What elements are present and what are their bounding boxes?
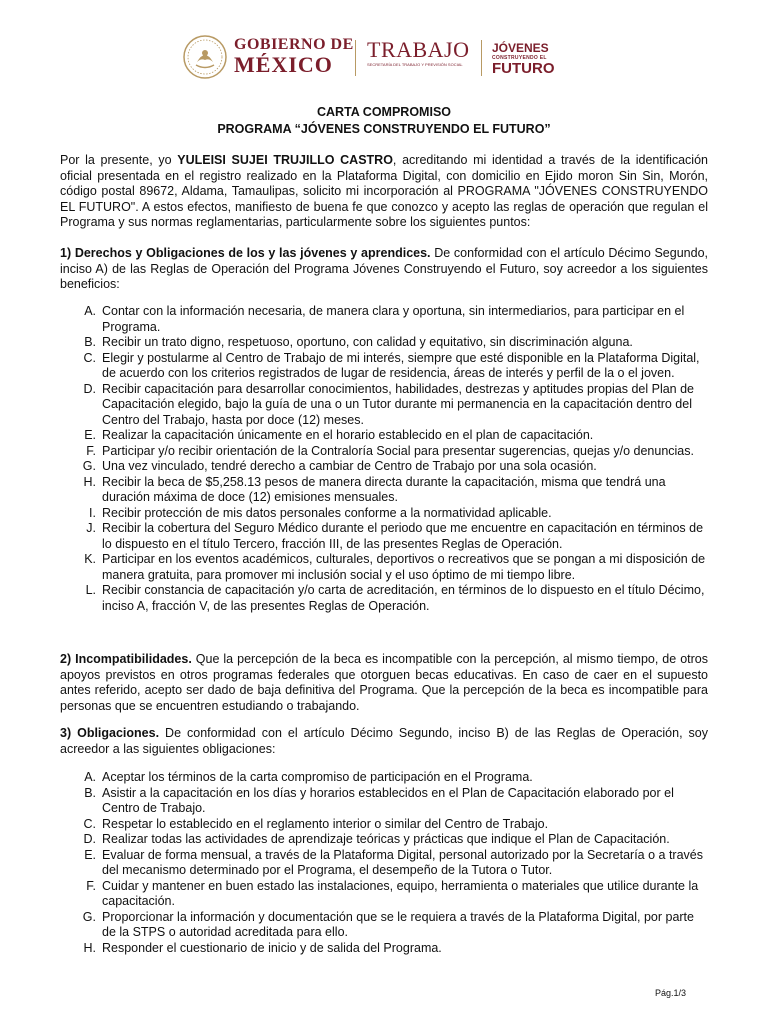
list-item-text: Recibir la cobertura del Seguro Médico durante el periodo que me encuentre en capacitación en términos de lo dispuesto en el título Tercero, fracción III, de las presentes Reglas de Operación. [102,521,704,551]
list-item-text: Respetar lo establecido en el reglamento interior o similar del Centro de Trabajo. [102,816,549,831]
list-item-letter: C. [83,816,96,831]
list-item-text: Recibir la beca de $5,258.13 pesos de manera directa durante la capacitación, misma que tendrá una duración máxima de doce (12) emisiones mensuales. [102,474,666,504]
list-item-letter: G. [82,909,96,924]
list-item-text: Proporcionar la información y documentación que se le requiera a través de la Plataforma Digital, por parte de la STPS o autoridad acreditada para ello. [102,909,694,939]
list-item [60,459,708,475]
list-item-text: Cuidar y mantener en buen estado las instalaciones, equipo, herramienta o materiales que utilice durante la capacitación. [102,878,699,908]
obligations-list [60,770,708,956]
intro-text: , acreditando mi identidad a través de la identificación oficial presentada en el registro realizado en la Plataforma Digital, con domicilio en Ejido moron Sin Sin, Morón, código postal 89672, Aldama, Tamaulipas, solicito mi incorporación al PROGRAMA "JÓVENES CONSTRUYENDO EL FUTURO". A estos efectos, manifiesto de buena fe que conozco y acepto las reglas de operación que regulan el Programa y sus normas reglamentarias, particularmente sobre los siguientes puntos: [60,153,708,229]
list-item-text: Contar con la información necesaria, de manera clara y oportuna, sin intermediarios, para participar en el Programa. [102,304,685,334]
participant-name: YULEISI SUJEI TRUJILLO CASTRO [177,153,393,167]
list-item-letter: E. [84,847,96,862]
jcf-line1: JÓVENES [492,41,549,55]
list-item [60,351,708,382]
list-item-letter: F. [86,878,96,893]
list-item-text: Realizar todas las actividades de aprendizaje teóricas y prácticas que indique el Plan de Capacitación. [102,832,670,846]
list-item [60,304,708,335]
list-item-letter: E. [84,428,96,442]
rights-list [60,304,708,614]
list-item-text: Una vez vinculado, tendré derecho a cambiar de Centro de Trabajo por una sola ocasión. [102,459,597,473]
national-seal-icon [182,34,228,80]
list-item [60,941,708,957]
list-item-letter: D. [83,832,96,846]
letterhead [0,32,768,84]
list-item-letter: J. [86,521,96,535]
list-item-letter: G. [82,459,96,473]
jcf-line3: FUTURO [492,60,555,77]
list-item [60,475,708,506]
list-item-letter: K. [84,552,96,566]
list-item [60,444,708,460]
list-item-text: Realizar la capacitación únicamente en el horario establecido en el plan de capacitación. [102,428,594,442]
list-item [60,786,708,817]
gob-line2: MÉXICO [234,52,333,77]
list-item-letter: F. [86,443,96,458]
list-item [60,583,708,614]
list-item-text: Recibir protección de mis datos personales conforme a la normatividad aplicable. [102,505,552,520]
list-item-letter: L. [85,583,96,597]
document-title: CARTA COMPROMISO [316,105,452,119]
list-item-text: Elegir y postularme al Centro de Trabajo de mi interés, siempre que esté disponible en la Plataforma Digital, de acuerdo con los criterios registrados de lugar de residencia, áreas de interés y perfil de la o el joven. [102,350,700,380]
list-item-letter: H. [83,940,96,955]
section1-heading: 1) Derechos y Obligaciones de los y las jóvenes y aprendices. [60,246,431,260]
intro-prefix: Por la presente, yo [60,153,178,167]
list-item-text: Participar en los eventos académicos, culturales, deportivos o recreativos que se pongan a mi disposición de manera gratuita, para promover mi inclusión social y el uso óptimo de mi tiempo libre. [102,552,706,582]
list-item-letter: A. [84,770,96,784]
list-item [60,335,708,351]
section3-heading: 3) Obligaciones. [60,726,160,740]
section1-text: De conformidad con el artículo Décimo Segundo, inciso A) de las Reglas de Operación del Programa Jóvenes Construyendo el Futuro, soy acreedor a los siguientes beneficios: [60,246,708,291]
jovenes-construyendo-logo [492,42,555,76]
section2-text: Que la percepción de la beca es incompatible con la percepción, al mismo tiempo, de otros apoyos previstos en otros programas federales que otorguen becas educativas. En caso de caer en el supuesto antes referido, acepto ser dado de baja definitiva del Programa. Que la percepción de la beca es incompatible para personas que se encuentren estudiando o trabajando. [60,652,708,713]
list-item [60,521,708,552]
section2-paragraph [60,652,708,714]
logo-divider [355,40,356,76]
list-item [60,428,708,444]
list-item [60,382,708,429]
list-item-text: Responder el cuestionario de inicio y de salida del Programa. [102,940,442,955]
list-item [60,848,708,879]
jcf-line2: CONSTRUYENDO EL [492,55,547,61]
page-number: Pág.1/3 [654,988,686,998]
intro-paragraph [60,153,708,231]
trabajo-logo [367,38,470,67]
list-item-text: Participar y/o recibir orientación de la Contraloría Social para presentar sugerencias, quejas y/o denuncias. [102,443,694,458]
list-item [60,879,708,910]
list-item-letter: I. [89,505,96,520]
section1-paragraph [60,246,708,293]
gob-line1: GOBIERNO DE [234,36,354,53]
list-item-text: Aceptar los términos de la carta compromiso de participación en el Programa. [102,770,533,784]
list-item [60,506,708,522]
list-item [60,832,708,848]
list-item-letter: B. [84,785,96,800]
list-item [60,552,708,583]
list-item-letter: C. [83,350,96,365]
trabajo-title: TRABAJO [367,37,470,62]
list-item [60,817,708,833]
list-item-letter: D. [83,381,96,396]
program-title: PROGRAMA “JÓVENES CONSTRUYENDO EL FUTURO” [217,122,551,136]
list-item-text: Recibir constancia de capacitación y/o carta de acreditación, en términos de lo dispuesto en el título Décimo, inciso A, fracción V, de las presentes Reglas de Operación. [102,583,705,613]
list-item [60,770,708,786]
section3-paragraph [60,726,708,757]
logo-divider [481,40,482,76]
list-item-letter: A. [84,304,96,318]
list-item-letter: H. [83,474,96,489]
list-item-text: Asistir a la capacitación en los días y horarios establecidos en el Plan de Capacitación elaborado por el Centro de Trabajo. [102,785,674,815]
gobierno-de-mexico-logo [234,36,354,77]
list-item-text: Recibir capacitación para desarrollar conocimientos, habilidades, destrezas y aptitudes propias del Plan de Capacitación elegido, bajo la guía de una o un Tutor durante mi permanencia en la capacitación dentro del Centro del Trabajo, hasta por doce (12) meses. [102,381,694,427]
list-item-text: Evaluar de forma mensual, a través de la Plataforma Digital, personal autorizado por la Secretaría o a través del mecanismo determinado por el Programa, el desempeño de la Tutora o Tutor. [102,847,704,877]
section3-text: De conformidad con el artículo Décimo Segundo, inciso B) de las Reglas de Operación, soy acreedor a las siguientes obligaciones: [60,726,708,756]
list-item [60,910,708,941]
list-item-text: Recibir un trato digno, respetuoso, oportuno, con calidad y equitativo, sin discriminación alguna. [102,335,633,349]
trabajo-subtitle: SECRETARÍA DEL TRABAJO Y PREVISIÓN SOCIAL [367,62,463,67]
list-item-letter: B. [84,335,96,349]
section2-heading: 2) Incompatibilidades. [60,652,192,666]
